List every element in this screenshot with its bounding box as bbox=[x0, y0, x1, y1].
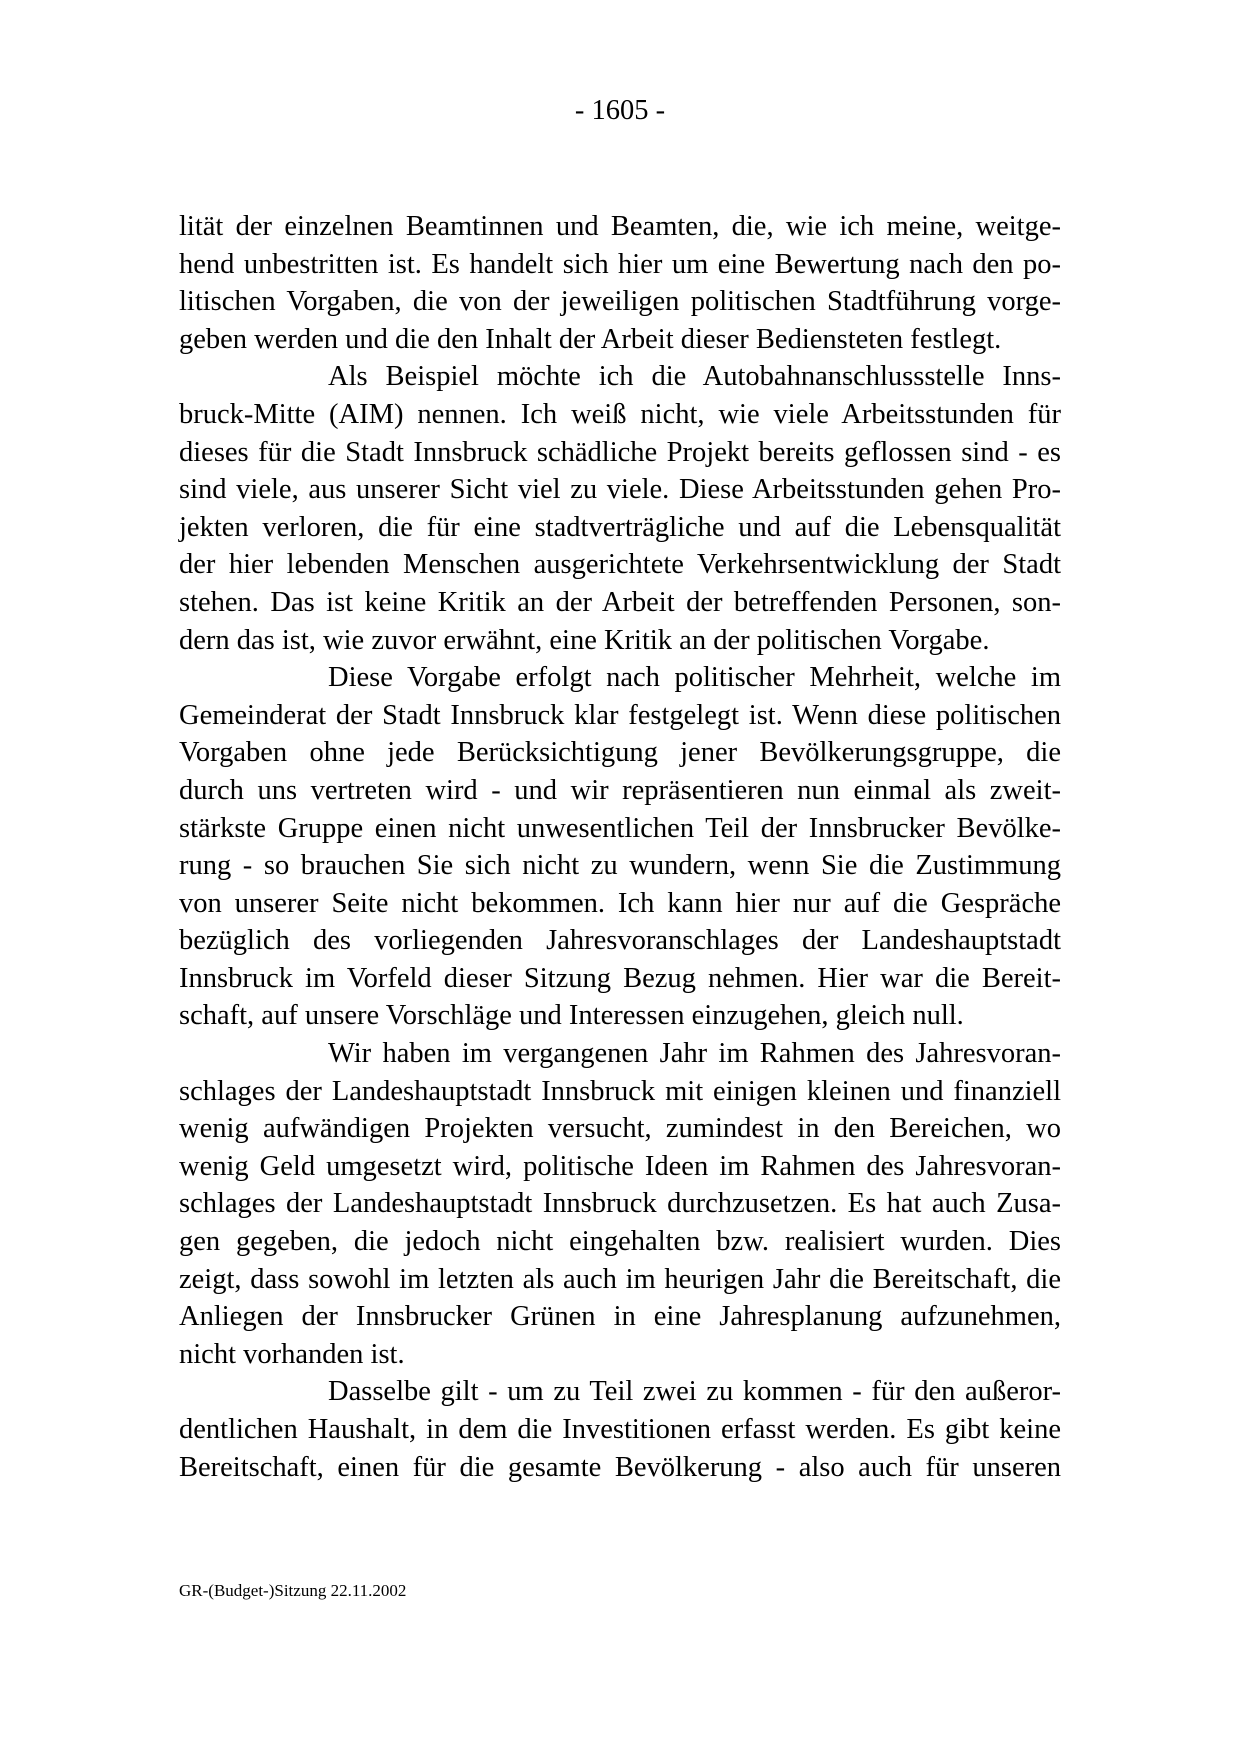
text-line: zeigt, dass sowohl im letzten als auch im heurigen Jahr die Bereitschaft, die bbox=[179, 1263, 1061, 1295]
text-line: bruck-Mitte (AIM) nennen. Ich weiß nicht, wie viele Arbeitsstunden für bbox=[179, 398, 1061, 430]
paragraph bbox=[179, 358, 1061, 659]
text-line: rung - so brauchen Sie sich nicht zu wundern, wenn Sie die Zustimmung bbox=[179, 850, 1061, 882]
text-line: jekten verloren, die für eine stadtverträgliche und auf die Lebensqualität bbox=[179, 511, 1061, 543]
text-line: dern das ist, wie zuvor erwähnt, eine Kritik an der politischen Vorgabe. bbox=[179, 624, 990, 656]
text-line: nicht vorhanden ist. bbox=[179, 1338, 405, 1370]
text-line: gen gegeben, die jedoch nicht eingehalten bzw. realisiert wurden. Dies bbox=[179, 1226, 1061, 1258]
text-line: Vorgaben ohne jede Berücksichtigung jener Bevölkerungsgruppe, die bbox=[179, 737, 1061, 769]
text-line: Als Beispiel möchte ich die Autobahnanschlussstelle Inns- bbox=[328, 361, 1061, 393]
page-footer: GR-(Budget-)Sitzung 22.11.2002 bbox=[179, 1581, 407, 1600]
page-number: - 1605 - bbox=[574, 95, 666, 126]
text-line: von unserer Seite nicht bekommen. Ich kann hier nur auf die Gespräche bbox=[179, 887, 1061, 919]
text-line: hend unbestritten ist. Es handelt sich hier um eine Bewertung nach den po- bbox=[179, 248, 1061, 280]
text-line: schlages der Landeshauptstadt Innsbruck durchzusetzen. Es hat auch Zusa- bbox=[179, 1188, 1061, 1220]
text-line: sind viele, aus unserer Sicht viel zu viele. Diese Arbeitsstunden gehen Pro- bbox=[179, 474, 1061, 506]
text-line: stärkste Gruppe einen nicht unwesentlichen Teil der Innsbrucker Bevölke- bbox=[179, 812, 1061, 844]
text-line: Wir haben im vergangenen Jahr im Rahmen des Jahresvoran- bbox=[328, 1038, 1061, 1070]
text-line: Innsbruck im Vorfeld dieser Sitzung Bezug nehmen. Hier war die Bereit- bbox=[179, 962, 1061, 994]
paragraph bbox=[179, 208, 1061, 358]
text-line: stehen. Das ist keine Kritik an der Arbeit der betreffenden Personen, son- bbox=[179, 586, 1061, 618]
text-line: bezüglich des vorliegenden Jahresvoranschlages der Landeshauptstadt bbox=[179, 925, 1061, 957]
text-line: Diese Vorgabe erfolgt nach politischer Mehrheit, welche im bbox=[328, 662, 1061, 694]
paragraph bbox=[179, 1035, 1061, 1373]
text-line: dieses für die Stadt Innsbruck schädliche Projekt bereits geflossen sind - es bbox=[179, 436, 1061, 468]
paragraph bbox=[179, 1373, 1061, 1486]
text-line: schlages der Landeshauptstadt Innsbruck mit einigen kleinen und finanziell bbox=[179, 1075, 1061, 1107]
text-line: schaft, auf unsere Vorschläge und Interessen einzugehen, gleich null. bbox=[179, 1000, 964, 1032]
text-line: geben werden und die den Inhalt der Arbeit dieser Bediensteten festlegt. bbox=[179, 323, 1002, 355]
text-line: Dasselbe gilt - um zu Teil zwei zu kommen - für den außeror- bbox=[328, 1376, 1061, 1408]
text-line: Gemeinderat der Stadt Innsbruck klar festgelegt ist. Wenn diese politischen bbox=[179, 699, 1061, 731]
paragraph bbox=[179, 659, 1061, 1035]
text-line: der hier lebenden Menschen ausgerichtete Verkehrsentwicklung der Stadt bbox=[179, 549, 1061, 581]
text-line: Anliegen der Innsbrucker Grünen in eine Jahresplanung aufzunehmen, bbox=[179, 1301, 1061, 1333]
text-line: dentlichen Haushalt, in dem die Investitionen erfasst werden. Es gibt keine bbox=[179, 1414, 1061, 1445]
text-line: durch uns vertreten wird - und wir repräsentieren nun einmal als zweit- bbox=[179, 774, 1061, 806]
text-line: litischen Vorgaben, die von der jeweiligen politischen Stadtführung vorge- bbox=[179, 286, 1061, 318]
text-line: wenig Geld umgesetzt wird, politische Ideen im Rahmen des Jahresvoran- bbox=[179, 1150, 1061, 1182]
text-line: wenig aufwändigen Projekten versucht, zumindest in den Bereichen, wo bbox=[179, 1113, 1061, 1145]
text-line: lität der einzelnen Beamtinnen und Beamten, die, wie ich meine, weitge- bbox=[179, 211, 1061, 242]
text-line: Bereitschaft, einen für die gesamte Bevölkerung - also auch für unseren bbox=[179, 1451, 1061, 1483]
body-text bbox=[179, 208, 1061, 1486]
